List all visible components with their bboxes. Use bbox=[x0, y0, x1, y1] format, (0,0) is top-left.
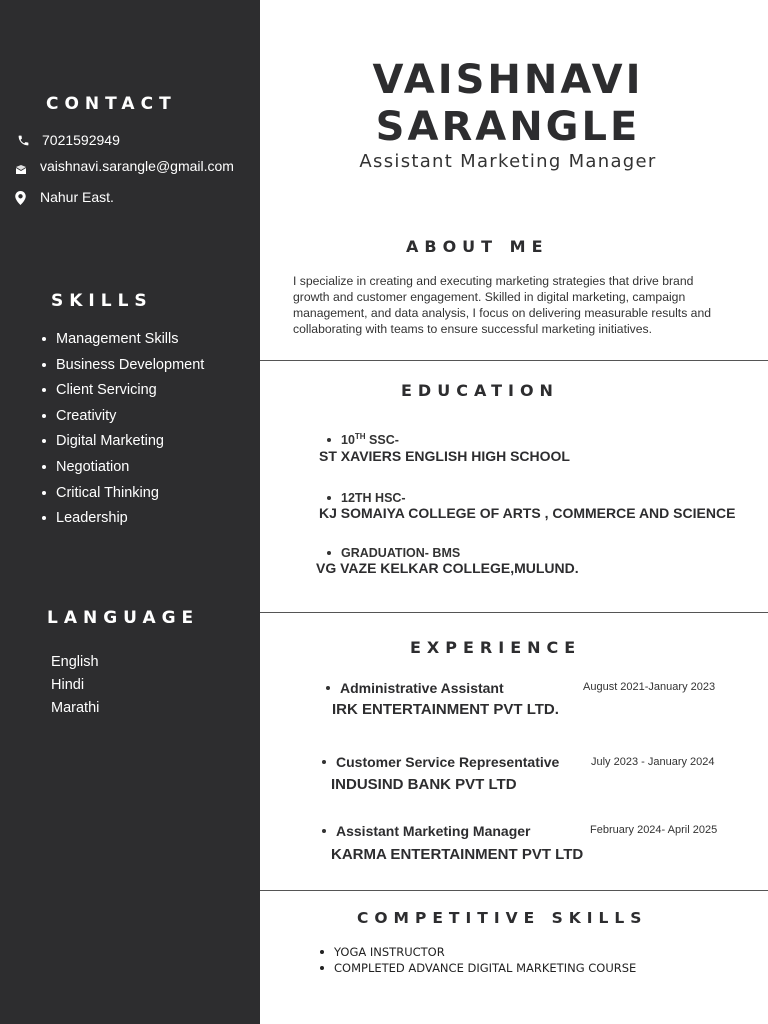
competitive-skill-item: COMPLETED ADVANCE DIGITAL MARKETING COURSE bbox=[318, 960, 636, 976]
skill-item: Negotiation bbox=[40, 456, 204, 482]
education-level-rest: SSC- bbox=[365, 433, 399, 448]
envelope-icon bbox=[14, 163, 28, 177]
phone-number[interactable]: 7021592949 bbox=[42, 132, 120, 148]
divider bbox=[260, 890, 768, 891]
divider bbox=[260, 612, 768, 613]
skill-item: Leadership bbox=[40, 507, 204, 533]
skill-item: Digital Marketing bbox=[40, 430, 204, 456]
about-text: I specialize in creating and executing marketing strategies that drive brand growth and customer engagement. Skilled in digital marketing, campaign management, and data analysis, I focus on delivering measurable results and collaborating with teams to ensure successful marketing initiatives. bbox=[293, 274, 712, 336]
competitive-skills-list bbox=[318, 944, 636, 976]
skill-item: Creativity bbox=[40, 405, 204, 431]
contact-location-row bbox=[0, 186, 260, 208]
phone-icon bbox=[16, 133, 30, 147]
first-name: VAISHNAVI bbox=[372, 57, 644, 103]
education-school: VG VAZE KELKAR COLLEGE,MULUND. bbox=[316, 560, 579, 576]
bullet bbox=[327, 551, 331, 555]
language-list bbox=[51, 652, 99, 721]
email-address[interactable]: vaishnavi.sarangle@gmail.com bbox=[40, 158, 234, 174]
experience-company: KARMA ENTERTAINMENT PVT LTD bbox=[331, 846, 584, 863]
language-item: English bbox=[51, 654, 99, 670]
education-level-sup: TH bbox=[354, 432, 366, 441]
experience-dates: August 2021-January 2023 bbox=[583, 681, 716, 693]
last-name: SARANGLE bbox=[375, 104, 641, 150]
language-heading: LANGUAGE bbox=[47, 608, 200, 628]
competitive-skill-item: YOGA INSTRUCTOR bbox=[318, 944, 636, 960]
bullet bbox=[326, 686, 330, 690]
experience-dates: February 2024- April 2025 bbox=[590, 824, 718, 836]
skill-item: Management Skills bbox=[40, 328, 204, 354]
education-level-main: 10 bbox=[341, 433, 355, 448]
language-item: Hindi bbox=[51, 677, 85, 693]
language-item: Marathi bbox=[51, 700, 100, 716]
skill-item: Business Development bbox=[40, 354, 204, 380]
education-level bbox=[327, 432, 399, 447]
experience-company: INDUSIND BANK PVT LTD bbox=[331, 776, 517, 793]
education-level bbox=[327, 491, 406, 505]
bullet bbox=[322, 829, 326, 833]
experience-role bbox=[322, 754, 559, 770]
education-school: KJ SOMAIYA COLLEGE OF ARTS , COMMERCE AND SCIENCE bbox=[319, 505, 736, 521]
skills-list bbox=[40, 328, 204, 533]
skills-heading: SKILLS bbox=[51, 291, 153, 311]
experience-dates: July 2023 - January 2024 bbox=[591, 756, 715, 768]
education-heading: EDUCATION bbox=[401, 381, 559, 400]
divider bbox=[260, 360, 768, 361]
about-heading: ABOUT ME bbox=[406, 237, 549, 256]
experience-role bbox=[326, 680, 504, 696]
contact-email-row bbox=[0, 155, 260, 177]
contact-phone-row bbox=[0, 129, 260, 151]
experience-role-text: Administrative Assistant bbox=[340, 680, 504, 696]
experience-company: IRK ENTERTAINMENT PVT LTD. bbox=[332, 701, 559, 718]
contact-heading: CONTACT bbox=[46, 94, 177, 114]
location-text: Nahur East. bbox=[40, 189, 114, 205]
map-pin-icon bbox=[13, 191, 27, 205]
bullet bbox=[327, 496, 331, 500]
skill-item: Critical Thinking bbox=[40, 482, 204, 508]
experience-role bbox=[322, 823, 531, 839]
education-level-main: GRADUATION- BMS bbox=[341, 546, 461, 560]
education-school: ST XAVIERS ENGLISH HIGH SCHOOL bbox=[319, 448, 570, 464]
competitive-skills-heading: COMPETITIVE SKILLS bbox=[357, 909, 648, 927]
experience-role-text: Customer Service Representative bbox=[336, 754, 560, 770]
sidebar bbox=[0, 0, 260, 1024]
bullet bbox=[327, 438, 331, 442]
experience-role-text: Assistant Marketing Manager bbox=[336, 823, 531, 839]
job-title: Assistant Marketing Manager bbox=[359, 151, 657, 172]
bullet bbox=[322, 760, 326, 764]
experience-heading: EXPERIENCE bbox=[410, 638, 582, 657]
skill-item: Client Servicing bbox=[40, 379, 204, 405]
education-level-main: 12TH HSC- bbox=[341, 491, 406, 505]
education-level bbox=[327, 546, 460, 560]
